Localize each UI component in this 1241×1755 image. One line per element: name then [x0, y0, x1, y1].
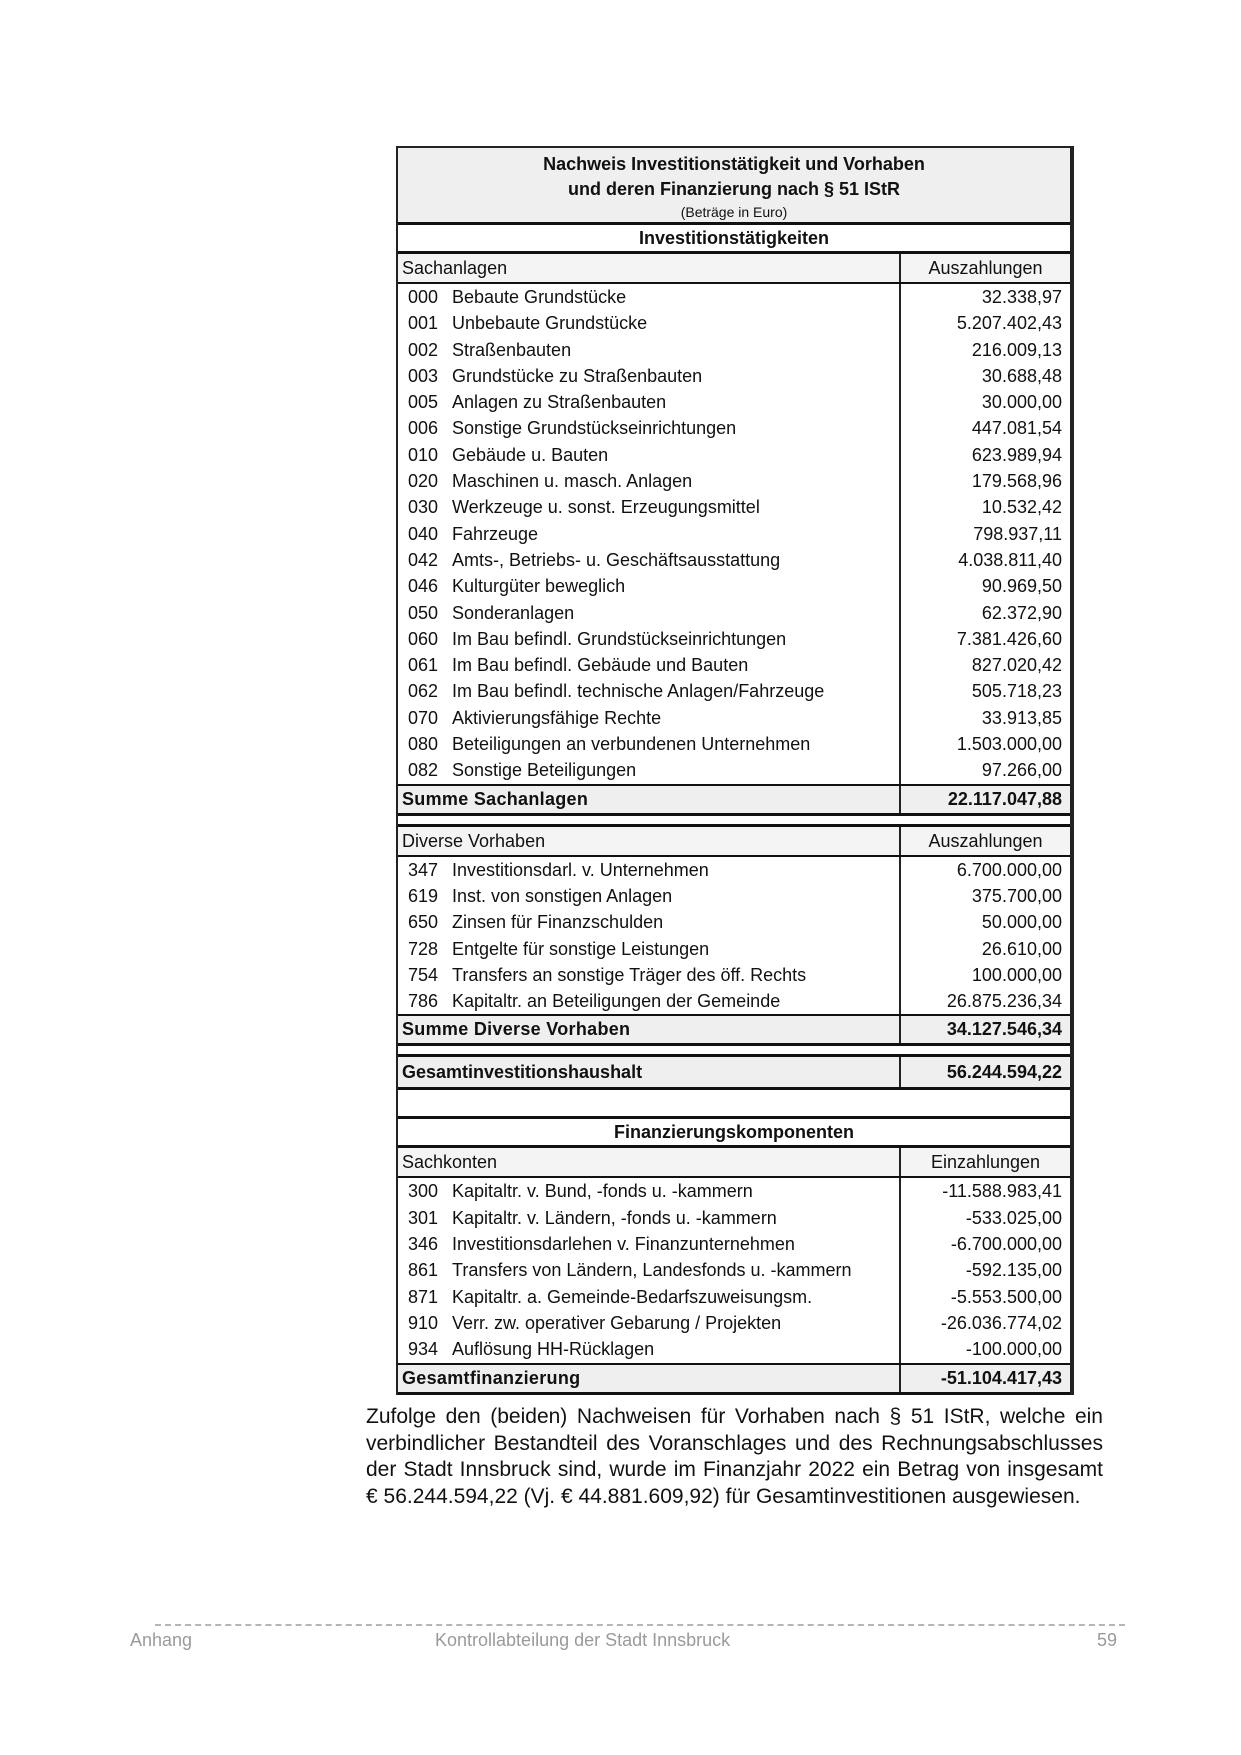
account-code: 650 — [408, 912, 439, 933]
table-row — [398, 1310, 1070, 1336]
total-value: 56.244.594,22 — [946, 1062, 1062, 1083]
account-code: 006 — [408, 418, 439, 439]
row-label-cell — [398, 652, 901, 678]
table-row — [398, 284, 1070, 310]
row-label-cell — [398, 705, 901, 731]
table-row — [398, 1231, 1070, 1257]
row-label-cell — [398, 284, 901, 310]
account-label: Unbebaute Grundstücke — [452, 313, 648, 334]
account-label: Anlagen zu Straßenbauten — [452, 392, 667, 413]
row-label-cell — [398, 337, 901, 363]
account-code: 786 — [408, 991, 439, 1012]
table-row — [398, 600, 1070, 626]
account-code: 000 — [408, 287, 439, 307]
row-label-cell — [398, 1205, 901, 1231]
row-label-cell — [398, 1336, 901, 1362]
row-label-cell — [398, 1284, 901, 1310]
table-row — [398, 468, 1070, 494]
total-value: -51.104.417,43 — [940, 1367, 1062, 1388]
amount-value: 26.875.236,34 — [946, 991, 1062, 1012]
row-label-cell — [398, 389, 901, 415]
account-label: Gebäude u. Bauten — [452, 444, 609, 465]
account-label: Kapitaltr. a. Gemeinde-Bedarfszuweisungsm. — [452, 1286, 813, 1307]
account-code: 910 — [408, 1312, 439, 1333]
amount-value: 10.532,42 — [981, 497, 1062, 518]
row-label-cell — [398, 600, 901, 626]
table-row — [398, 337, 1070, 363]
account-label: Kapitaltr. v. Ländern, -fonds u. -kammern — [452, 1207, 777, 1228]
amount-value: 6.700.000,00 — [956, 859, 1062, 880]
diverse-rows — [398, 857, 1070, 1015]
account-label: Zinsen für Finanzschulden — [452, 912, 664, 933]
account-code: 005 — [408, 392, 439, 413]
column-header-value: Einzahlungen — [930, 1152, 1041, 1173]
account-code: 046 — [408, 576, 439, 597]
account-code: 080 — [408, 734, 439, 755]
table-row — [398, 573, 1070, 599]
row-label-cell — [398, 626, 901, 652]
table-row — [398, 1205, 1070, 1231]
amount-value: -533.025,00 — [965, 1207, 1062, 1228]
account-code: 871 — [408, 1286, 439, 1307]
investment-total-row — [398, 1057, 1070, 1090]
account-label: Aktivierungsfähige Rechte — [452, 707, 662, 728]
row-label-cell — [398, 731, 901, 757]
table-title-line2: und deren Finanzierung nach § 51 IStR — [567, 179, 901, 199]
finanzierung-column-header — [398, 1148, 1070, 1178]
row-label-cell — [398, 310, 901, 336]
row-label-cell — [398, 1178, 901, 1204]
table-row — [398, 757, 1070, 783]
column-header-label: Diverse Vorhaben — [398, 827, 901, 855]
sachanlagen-column-header — [398, 254, 1070, 284]
row-label-cell — [398, 1310, 901, 1336]
row-label-cell — [398, 962, 901, 988]
account-label: Werkzeuge u. sonst. Erzeugungsmittel — [452, 497, 760, 518]
account-code: 347 — [408, 859, 439, 880]
amount-value: 62.372,90 — [981, 602, 1062, 623]
account-code: 050 — [408, 602, 439, 623]
account-code: 346 — [408, 1234, 439, 1255]
account-label: Entgelte für sonstige Leistungen — [452, 938, 710, 959]
account-label: Sonstige Beteiligungen — [452, 760, 637, 781]
table-row — [398, 909, 1070, 935]
amount-value: -6.700.000,00 — [950, 1234, 1062, 1255]
amount-value: 32.338,97 — [981, 287, 1062, 307]
section-title-investitionen: Investitionstätigkeiten — [398, 225, 1070, 254]
investment-table — [396, 146, 1074, 1395]
account-code: 010 — [408, 444, 439, 465]
account-code: 300 — [408, 1181, 439, 1202]
row-label-cell — [398, 988, 901, 1014]
account-label: Bebaute Grundstücke — [452, 287, 627, 307]
finanzierung-rows — [398, 1178, 1070, 1362]
sum-value: 34.127.546,34 — [946, 1019, 1062, 1040]
footer-organization: Kontrollabteilung der Stadt Innsbruck — [435, 1630, 731, 1650]
amount-value: 100.000,00 — [971, 964, 1062, 985]
page-number: 59 — [1097, 1630, 1118, 1650]
summary-paragraph: Zufolge den (beiden) Nachweisen für Vorhaben nach § 51 IStR, welche ein verbindlicher Bestandteil des Voranschlages und des Rechnungsabschlusses der Stadt Innsbruck sind, wurde im Finanzjahr 2022 ein Betrag von insgesamt € 56.244.594,22 (Vj. € 44.881.609,92) für Gesamtinvestitionen ausgewiesen. — [366, 1405, 1103, 1508]
row-label-cell — [398, 442, 901, 468]
amount-value: 447.081,54 — [971, 418, 1062, 439]
account-label: Im Bau befindl. Gebäude und Bauten — [452, 655, 749, 676]
row-label-cell — [398, 936, 901, 962]
account-code: 934 — [408, 1339, 439, 1360]
amount-value: 505.718,23 — [971, 681, 1062, 702]
section-divider — [398, 816, 1070, 827]
row-label-cell — [398, 363, 901, 389]
table-row — [398, 389, 1070, 415]
table-subtitle: (Beträge in Euro) — [680, 204, 788, 220]
account-label: Kapitaltr. v. Bund, -fonds u. -kammern — [452, 1181, 753, 1202]
account-label: Straßenbauten — [452, 339, 572, 360]
table-row — [398, 962, 1070, 988]
account-code: 002 — [408, 339, 439, 360]
amount-value: 798.937,11 — [973, 523, 1062, 544]
amount-value: -592.135,00 — [965, 1260, 1062, 1281]
account-label: Im Bau befindl. technische Anlagen/Fahrzeuge — [452, 681, 825, 702]
account-label: Transfers von Ländern, Landesfonds u. -kammern — [452, 1260, 852, 1281]
footer-divider — [155, 1624, 1125, 1626]
table-row — [398, 705, 1070, 731]
footer-section-label: Anhang — [130, 1630, 193, 1650]
amount-value: 5.207.402,43 — [956, 313, 1062, 334]
account-label: Beteiligungen an verbundenen Unternehmen — [452, 734, 811, 755]
table-row — [398, 678, 1070, 704]
account-label: Grundstücke zu Straßenbauten — [452, 365, 703, 386]
table-row — [398, 1257, 1070, 1283]
table-row — [398, 883, 1070, 909]
row-label-cell — [398, 494, 901, 520]
account-code: 301 — [408, 1207, 439, 1228]
row-label-cell — [398, 468, 901, 494]
amount-value: 4.038.811,40 — [958, 549, 1062, 570]
account-code: 082 — [408, 760, 439, 781]
account-code: 040 — [408, 523, 439, 544]
table-row — [398, 1178, 1070, 1204]
table-title-line1: Nachweis Investitionstätigkeit und Vorhaben — [543, 154, 925, 174]
sachanlagen-sum-row — [398, 784, 1070, 816]
account-code: 861 — [408, 1260, 439, 1281]
section-title-finanzierung: Finanzierungskomponenten — [398, 1119, 1070, 1148]
row-label-cell — [398, 678, 901, 704]
diverse-sum-row — [398, 1014, 1070, 1046]
row-label-cell — [398, 757, 901, 783]
table-row — [398, 936, 1070, 962]
amount-value: 97.266,00 — [981, 760, 1062, 781]
diverse-column-header — [398, 827, 1070, 857]
table-row — [398, 442, 1070, 468]
row-label-cell — [398, 1231, 901, 1257]
table-row — [398, 626, 1070, 652]
account-label: Sonstige Grundstückseinrichtungen — [452, 418, 737, 439]
account-label: Auflösung HH-Rücklagen — [452, 1339, 655, 1360]
account-code: 728 — [408, 938, 439, 959]
column-header-value: Auszahlungen — [928, 258, 1043, 278]
amount-value: 90.969,50 — [981, 576, 1062, 597]
table-row — [398, 857, 1070, 883]
account-label: Fahrzeuge — [452, 523, 539, 544]
row-label-cell — [398, 909, 901, 935]
account-code: 061 — [408, 655, 439, 676]
account-label: Investitionsdarlehen v. Finanzunternehmen — [452, 1234, 795, 1255]
sum-label: Summe Diverse Vorhaben — [398, 1016, 901, 1043]
amount-value: 30.688,48 — [981, 365, 1062, 386]
amount-value: 50.000,00 — [981, 912, 1062, 933]
account-code: 020 — [408, 471, 439, 492]
row-label-cell — [398, 547, 901, 573]
row-label-cell — [398, 883, 901, 909]
account-label: Im Bau befindl. Grundstückseinrichtungen — [452, 628, 787, 649]
column-header-label: Sachanlagen — [398, 254, 901, 282]
account-code: 062 — [408, 681, 439, 702]
account-code: 042 — [408, 549, 439, 570]
sum-value: 22.117.047,88 — [947, 788, 1062, 809]
amount-value: 216.009,13 — [971, 339, 1062, 360]
amount-value: 26.610,00 — [981, 938, 1062, 959]
row-label-cell — [398, 857, 901, 883]
account-code: 001 — [408, 313, 439, 334]
account-code: 754 — [408, 964, 439, 985]
table-header — [398, 148, 1070, 225]
table-row — [398, 521, 1070, 547]
table-row — [398, 363, 1070, 389]
amount-value: 1.503.000,00 — [956, 734, 1062, 755]
section-divider — [398, 1046, 1070, 1057]
account-label: Sonderanlagen — [452, 602, 575, 623]
column-header-label: Sachkonten — [398, 1148, 901, 1176]
account-label: Verr. zw. operativer Gebarung / Projekten — [452, 1312, 782, 1333]
account-label: Kapitaltr. an Beteiligungen der Gemeinde — [452, 991, 781, 1012]
row-label-cell — [398, 573, 901, 599]
amount-value: 623.989,94 — [971, 444, 1062, 465]
account-code: 030 — [408, 497, 439, 518]
table-row — [398, 547, 1070, 573]
total-label: Gesamtfinanzierung — [398, 1365, 901, 1392]
amount-value: 7.381.426,60 — [956, 628, 1062, 649]
amount-value: 33.913,85 — [981, 707, 1062, 728]
table-row — [398, 731, 1070, 757]
amount-value: -5.553.500,00 — [950, 1286, 1062, 1307]
amount-value: 827.020,42 — [971, 655, 1062, 676]
account-label: Transfers an sonstige Träger des öff. Rechts — [452, 964, 807, 985]
table-row — [398, 1284, 1070, 1310]
amount-value: 179.568,96 — [971, 471, 1062, 492]
account-code: 060 — [408, 628, 439, 649]
row-label-cell — [398, 1257, 901, 1283]
amount-value: 375.700,00 — [971, 885, 1062, 906]
account-label: Amts-, Betriebs- u. Geschäftsausstattung — [452, 549, 781, 570]
total-label: Gesamtinvestitionshaushalt — [398, 1057, 901, 1087]
row-label-cell — [398, 415, 901, 441]
account-label: Maschinen u. masch. Anlagen — [452, 471, 693, 492]
sum-label: Summe Sachanlagen — [398, 786, 901, 813]
column-header-value: Auszahlungen — [928, 830, 1043, 851]
account-label: Inst. von sonstigen Anlagen — [452, 885, 673, 906]
amount-value: -26.036.774,02 — [940, 1312, 1062, 1333]
table-row — [398, 415, 1070, 441]
sachanlagen-rows — [398, 284, 1070, 784]
finanzierung-total-row — [398, 1363, 1070, 1395]
table-row — [398, 652, 1070, 678]
table-row — [398, 988, 1070, 1014]
table-row — [398, 1336, 1070, 1362]
amount-value: -11.588.983,41 — [942, 1181, 1062, 1202]
amount-value: 30.000,00 — [981, 392, 1062, 413]
row-label-cell — [398, 521, 901, 547]
account-code: 003 — [408, 365, 439, 386]
account-label: Kulturgüter beweglich — [452, 576, 626, 597]
amount-value: -100.000,00 — [965, 1339, 1062, 1360]
table-row — [398, 310, 1070, 336]
account-code: 070 — [408, 707, 439, 728]
account-code: 619 — [408, 885, 439, 906]
section-divider — [398, 1090, 1070, 1119]
table-row — [398, 494, 1070, 520]
account-label: Investitionsdarl. v. Unternehmen — [452, 859, 709, 880]
